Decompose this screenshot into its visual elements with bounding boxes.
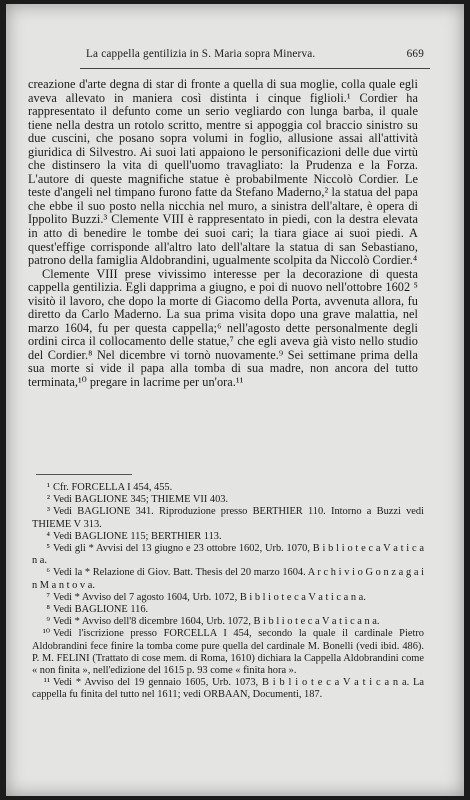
paragraph: creazione d'arte degna di star di fronte a quella di sua moglie, colla quale egli aveva allevato in maniera così distinta i cinque figlioli.¹ Cordier ha rappresentato il defunto come un serio vegliardo con lunga barba, il quale tiene nella destra un rotolo scritto, mentre si appoggia col braccio sinistro su due cuscini, che posano sopra volumi in foglio, allusione assai all'attività giuridica di Silvestro. Ai suoi lati appaiono le personificazioni delle due virtù che distinsero la vita di quell'uomo travagliato: la Prudenza e la Forza. L'autore di queste magnifiche statue è probabilmente Niccolò Cordier. Le teste d'angeli nel timpano furono fatte da Stefano Maderno,² la statua del papa che ebbe il suo posto nella nicchia nel muro, a sinistra dell'altare, è opera di Ippolito Buzzi.³ Clemente VIII è rappresentato in piedi, con la destra elevata in atto di benedire le tombe dei suoi cari; la tiara giace ai suoi piedi. A quest'effige corrisponde all'altro lato dell'altare la statua di san Sebastiano, patrono della famiglia Aldobrandini, ugualmente scolpita da Niccolò Cordier.⁴ xyxy=(28,77,418,268)
footnote-text: Vedi BAGLIONE 115; BERTHIER 113. xyxy=(53,530,222,542)
footnote-text: Vedi gli * Avvisi del 13 giugno e 23 ottobre 1602, Urb. 1070, B i b l i o t e c a V a t i c a n a. xyxy=(32,543,424,567)
running-head xyxy=(86,48,424,64)
footnote-number: ⁹ xyxy=(46,616,50,628)
footnote-text: Vedi * Avviso dell'8 dicembre 1604, Urb. 1072, B i b l i o t e c a V a t i c a n a. xyxy=(53,616,380,628)
footnote xyxy=(32,604,424,616)
footnote xyxy=(32,592,424,604)
footnote-number: ¹¹ xyxy=(43,677,50,689)
footnote-text: Vedi l'iscrizione presso FORCELLA I 454, secondo la quale il cardinale Pietro Aldobrandini fece finire la tomba come pure quella del cardinale M. Bonelli (vedi ibid. 486). P. M. FELINI (Trattato di cose mem. di Roma, 1610) dichiara la Cappella Aldobrandini come « non finita », nell'edizione del 1615 p. 93 come « finita hora ». xyxy=(32,628,424,677)
footnote-text: Vedi BAGLIONE 341. Riproduzione presso BERTHIER 110. Intorno a Buzzi vedi THIEME V 313. xyxy=(32,506,424,530)
footnote xyxy=(32,506,424,530)
running-title: La cappella gentilizia in S. Maria sopra Minerva. xyxy=(86,48,316,60)
footnote xyxy=(32,531,424,543)
footnotes xyxy=(32,482,424,702)
footnote-text: Vedi la * Relazione di Giov. Batt. Thesis del 20 marzo 1604. A r c h i v i o G o n z a g a i n M a n t o v a. xyxy=(32,567,424,591)
footnote-text: Vedi * Avviso del 19 gennaio 1605, Urb. 1073, B i b l i o t e c a V a t i c a n a. La cappella fu finita del tutto nel 1611; vedi ORBAAN, Documenti, 187. xyxy=(32,677,424,701)
footnote-text: Cfr. FORCELLA I 454, 455. xyxy=(53,482,173,493)
footnote-divider xyxy=(36,474,132,475)
footnote-number: ¹ xyxy=(46,482,50,493)
main-text xyxy=(28,78,418,390)
paragraph: Clemente VIII prese vivissimo interesse per la decorazione di questa cappella gentilizia. Egli dapprima a giugno, e poi di nuovo nell'ottobre 1602 ⁵ visitò il lavoro, che dopo la morte di Giacomo della Porta, avvenuta allora, fu diretto da Carlo Maderno. La sua prima visita dopo una grave malattia, nel marzo 1604, fu per questa cappella;⁶ nell'agosto dette personalmente degli ordini circa il collocamento delle statue,⁷ che egli aveva già visto nello studio del Cordier.⁸ Nel dicembre vi tornò nuovamente.⁹ Sei settimane prima della sua morte si vide il papa alla tomba di sua madre, non ancora del tutto terminata,¹⁰ pregare in lacrime per un'ora.¹¹ xyxy=(28,266,418,390)
footnote-number: ⁶ xyxy=(46,567,50,579)
footnote-number: ² xyxy=(46,494,50,506)
footnote-number: ⁵ xyxy=(46,543,50,555)
footnote-number: ¹⁰ xyxy=(42,628,50,640)
page-number: 669 xyxy=(406,48,424,60)
footnote xyxy=(32,616,424,628)
footnote xyxy=(32,543,424,567)
footnote-text: Vedi * Avviso del 7 agosto 1604, Urb. 1072, B i b l i o t e c a V a t i c a n a. xyxy=(53,591,366,603)
footnote xyxy=(32,494,424,506)
footnote-number: ⁴ xyxy=(46,530,50,542)
footnote-text: Vedi BAGLIONE 116. xyxy=(53,604,149,616)
footnote-number: ³ xyxy=(46,506,50,518)
header-rule xyxy=(80,68,430,69)
book-page xyxy=(6,4,464,796)
footnote-text: Vedi BAGLIONE 345; THIEME VII 403. xyxy=(53,494,229,506)
footnote xyxy=(32,677,424,701)
footnote-number: ⁷ xyxy=(46,591,50,603)
footnote xyxy=(32,628,424,677)
footnote-number: ⁸ xyxy=(46,604,50,616)
footnote xyxy=(32,567,424,591)
footnote xyxy=(32,482,424,494)
